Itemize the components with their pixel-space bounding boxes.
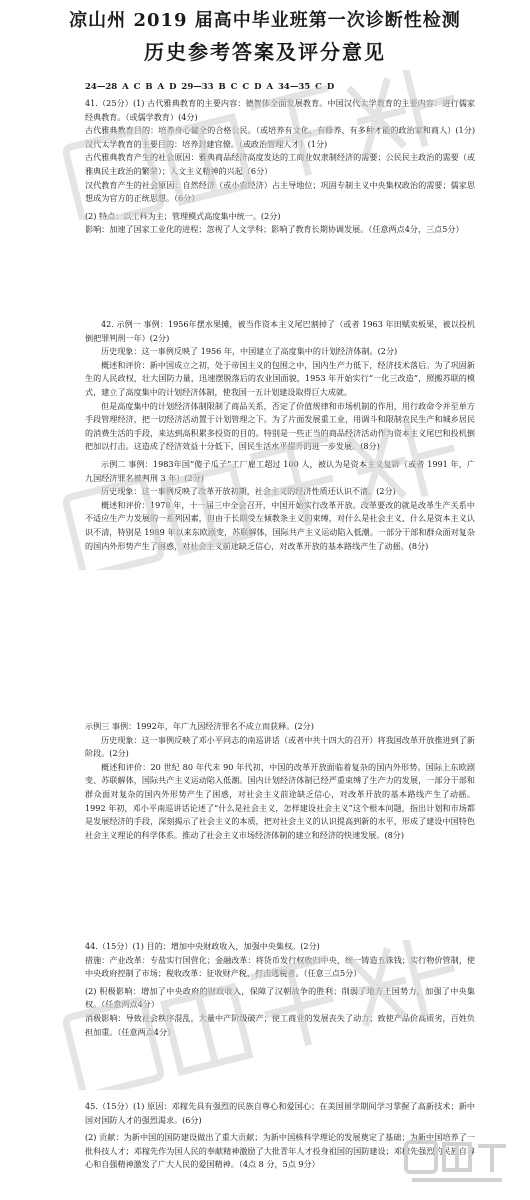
q42-example3-overview: 概述和评价：20 世纪 80 年代末 90 年代初，中国的改革开放面临着复杂的国内外形势。国际上东欧剧变、苏联解体，国际共产主义运动陷入低潮。国内计划经济体制已经严重束缚了生产力的发展，一部分干部和群众面对复杂的国内外形势产生了困惑，对社会主义前途缺乏信心，对改革开放的基本路线产生了动摇。1992 年初，邓小平南巡讲话论述了“什么是社会主义，怎样建设社会主义”这个根本问题，指出计划和市场都是发展经济的手段，深刻揭示了社会主义的本质，把对社会主义的认识提高到新的水平，形成了建设中国特色社会主义理论的科学体系。推动了社会主义市场经济体制的建立和经济的快速发展。(8分) [85,761,475,840]
q44-purpose: 44.（15分）(1) 目的：增加中央财政收入，加强中央集权。(2分) [85,941,320,951]
q42-example2-phenomenon: 历史现象：这一事例反映了改革开放初期，社会主义的经济性质还认识不清。(2分) [101,486,396,497]
question-42-answer-part2 [85,720,475,935]
q41-athens-causes: 古代雅典教育产生的社会原因：雅典商品经济高度发达的工商业奴隶制经济的需要；公民民主政治的需要（或雅典民主政治的繁荣）；人文主义精神的兴起（6分） [85,152,475,176]
q44-measures: 措施：产业改革：专盐实行国营化；金融改革：将货币发行权收归中央，统一铸造五铢钱；实行物价管制，使中央政府控制了市场；税收改革：征收财产税，打击逃税者。（任意三点5分） [85,954,475,979]
q42-example3-phenomenon: 历史现象：这一事例反映了邓小平同志的南巡讲话（或者中共十四大的召开）将我国改革开放推进到了新阶段。(2分) [85,734,475,759]
q41-part2-impact: 影响：加速了国家工业化的进程；忽视了人文学科；影响了教育长期协调发展。（任意两点4分，三点5分） [85,224,464,235]
question-41-answer [85,97,475,312]
multiple-choice-answers: 24—28 A C B A D 29—33 B C C D A 34—35 C D [85,82,335,92]
q42-example1-overview: 概述和评价：新中国成立之初，处于帝国主义的包围之中，国内生产力低下，经济技术落后。为了巩固新生的人民政权，壮大国防力量，迅速摆脱落后的农业国面貌，1953 年开始实行“一化三改造”，照搬苏联的模式，建立了高度集中的计划经济体制，使我国一五计划建设取得巨大成就。 [85,359,475,397]
q42-example1-event: 42. 示例一 事例：1956年摆水果摊，被当作资本主义尾巴割掉了（或者 1963 年田赋卖板果，被以投机倒把罪判刑一年）(2分) [85,319,475,343]
q41-part2-features: (2) 特点：以工科为主；管理模式高度集中统一。(2分) [85,210,281,221]
question-44-answer [85,940,475,1100]
q42-example1-evaluation: 但是高度集中的计划经济体制限制了商品关系，否定了价值规律和市场机制的作用，用行政命令并至单方手段管理经济，把一切经济活动置于计划管理之下。为了片面发展重工业，用调斗和限制农民生产和城乡居民的消费生活的手段，来达到高积累多投资的目的。特别是一些正当的商品经济活动作为资本主义尾巴和投机倒把加以打击。这造成了经济效益十分低下，国民生活水平提升的进一步发展。(8分) [85,400,475,452]
q41-part1-purpose: 古代雅典教育目的：培养身心健全的合格公民。（或培养有文化、有修养、有多种才能的政治家和商人）(1分) 汉代太学教育的主要目的：培养封建官僚。（或政治管理人才）(1分) [85,125,475,149]
question-42-answer-part1 [85,318,475,698]
q42-example3-event: 示例三 事例：1992年，年广九因经济罪名不成立而获释。(2分) [85,721,314,731]
exam-title: 凉山州 2019 届高中毕业班第一次诊断性检测 [69,10,461,31]
q41-part1-content: 41.（25分）(1) 古代雅典教育的主要内容：德智体全面发展教育。中国汉代太学教育的主要内容：进行儒家经典教育。（或儒学教育）(4分) [85,98,475,122]
document-title: 历史参考答案及评分意见 [144,40,386,64]
q42-example2-overview: 概述和评价：1978 年，十一届三中全会召开，中国开始实行改革开放。改革要改的就是改革生产关系中不适应生产力发展的一系列因素，但由于长期受左倾教条主义的束缚，对什么是社会主义、什么是资本主义认识不清，特别是 1989 年以来东欧剧变，苏联解体，国际共产主义运动陷入低潮。一部分干部和群众面对复杂的国内外形势产生了困惑，对社会主义前途缺乏信心，对改革开放的基本路线产生了动摇。(8分) [85,499,475,551]
q41-han-causes: 汉代教育产生的社会原因：自然经济（或小农经济）占主导地位；巩固专制主义中央集权政治的需要；儒家思想成为官方的正统思想。（6分） [85,179,475,204]
q45-contributions: (2) 贡献：为新中国的国防建设做出了重大贡献；为新中国核科学理论的发展奠定了基础；为新中国培养了一批科技人才；邓稼先作为国人民的奉献精神激励了大批青年人才投身祖国的国防建设；邓稼先强烈的民族自尊心和自强精神激发了广大人民的爱国精神。（4点 8 分，5点 9分） [85,1132,475,1170]
q44-positive-impact: (2) 积极影响：增加了中央政府的财政收入，保障了汉朝战争的胜利；削弱了地方王国势力，加强了中央集权。（任意两点4分） [85,985,475,1010]
q42-example2-event: 示例二 事例：1983年国“傻子瓜子”工厂雇工超过 100 人，被认为是资本主义复辟（或者 1991 年，广九国经济罪名被判刑 3 年）(2分) [85,458,475,483]
q42-example1-phenomenon: 历史现象：这一事例反映了 1956 年，中国建立了高度集中的计划经济体制。(2分) [101,346,398,357]
q45-reasons: 45.（15分）(1) 原因：邓稼先具有强烈的民族自尊心和爱国心；在美国留学期间学习掌握了高新技术；新中国对国防人才的强烈渴求。(6分) [85,1101,475,1125]
corner-watermark-logo [402,1136,512,1192]
q44-negative-impact: 消极影响：导致社会秩序混乱，大量中产阶级破产；使工商业的发展丧失了动力；致使产品价高质劣，百姓负担加重。（任意两点4分） [85,1012,475,1037]
